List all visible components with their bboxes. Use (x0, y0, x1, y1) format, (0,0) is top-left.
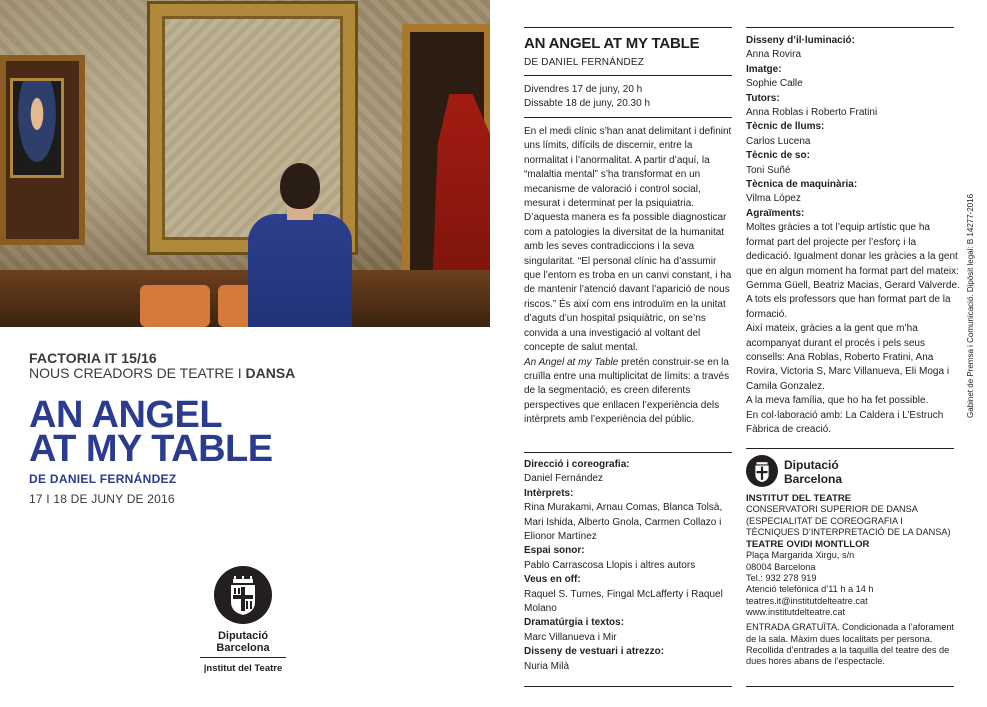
program-title: AN ANGEL AT MY TABLE (524, 35, 700, 52)
divider (524, 75, 732, 76)
credit-role: Dramatúrgia i textos: (524, 617, 625, 629)
divider (746, 686, 954, 687)
logo-name-line2: Barcelona (784, 472, 843, 486)
credit-role: Agraïments: (746, 207, 805, 219)
logo-name-line2: Barcelona (216, 642, 270, 654)
credit-names: Sophie Calle (746, 78, 803, 90)
logo-divider (200, 657, 286, 658)
diputacio-logo-icon (746, 455, 778, 487)
cover-photo (0, 0, 490, 327)
credit-role: Disseny d’il·luminació: (746, 35, 855, 46)
credit-names: Carlos Lucena (746, 135, 811, 147)
program-description (524, 125, 732, 428)
venue-phone: Tel.: 932 278 919 (746, 573, 817, 584)
venue-city: 08004 Barcelona (746, 561, 816, 572)
credit-role: Tècnic de so: (746, 150, 810, 162)
venue-address: Plaça Margarida Xirgu, s/n (746, 550, 855, 561)
credit-names: Pablo Carrascosa Llopis i altres autors (524, 559, 696, 571)
credit-role: Disseny de vestuari i atrezzo: (524, 646, 665, 658)
logo-institution: |nstitut del Teatre (203, 663, 283, 674)
credit-names: Anna Roblas i Roberto Fratini (746, 107, 878, 119)
cushion (140, 285, 210, 327)
cover-author: DE DANIEL FERNÁNDEZ (29, 472, 177, 486)
description-paragraph-2 (524, 356, 732, 428)
divider (524, 117, 732, 118)
credit-role: Imatge: (746, 63, 782, 75)
email-link[interactable]: teatres.it@institutdelteatre.cat (746, 595, 868, 606)
description-paragraph: En el medi clínic s’han anat delimitant i definint uns límits, difícils de discernir, entre la normalitat i l’anormalitat. A partir d’aquí, la “malaltia mental” s’ha transformat en un mecanisme de valoració i control social, mesurat i determinat per la psiquiatria. D’aquesta manera es fa possible diagnosticar com a patologies la diversitat de la humanitat amb les seves contradiccions i la seva singularitat. “El personal clínic ha d’assumir que l’entorn es troba en un canvi constant, i ha de mantenir l’atenció davant l’aparició de nous riscos.” És així com ens introduïm en la unitat d’aguts d’un hospital psiquiàtric, on se’ns convida a una investigació al voltant del concepte de salut mental. (524, 126, 732, 354)
collaboration: En col·laboració amb: La Caldera i L’Estruch Fàbrica de creació. (746, 409, 944, 435)
credit-names: Nuria Milà (524, 660, 570, 672)
credit-names: Raquel S. Turnes, Fingal McLafferty i Raquel Molano (524, 588, 723, 615)
credits-list-right (746, 34, 960, 437)
phone-hours: Atenció telefònica d’11 h a 14 h (746, 584, 874, 595)
subtitle-prefix: NOUS CREADORS DE TEATRE I (29, 365, 246, 381)
divider (524, 686, 732, 687)
divider (524, 452, 732, 453)
thanks-advisors: Així mateix, gràcies a la gent que m’ha acompanyat durant el procés i pels seus consells: Ana Roblas, Roberto Fratini, Ana Rovira, Victoria S, Marc Villanueva, Eli Moga i Camila Gonzalez. (746, 323, 950, 392)
diputacio-logo-icon (214, 566, 272, 624)
credit-names: Rina Murakami, Arnau Comas, Blanca Tolsà, Mari Ishida, Alberto Gnola, Carmen Collazo i Elionor Martínez (524, 502, 723, 543)
credit-names: Vilma López (746, 193, 801, 205)
woman-figure (248, 214, 352, 327)
date-saturday: Dissabte 18 de juny, 20.30 h (524, 98, 651, 109)
credit-names: Moltes gràcies a tot l’equip artístic que ha format part del projecte per l’esforç i la dedicació. Igualment donar les gràcies a la gent que en algun moment ha format part del mateix: Gemma Güell, Beatriz Macias, Gerard Valverde. (746, 222, 960, 291)
credit-role: Tècnica de maquinària: (746, 179, 858, 191)
logo-name-line1: Diputació (784, 458, 839, 472)
credit-names: Toni Suñé (746, 164, 791, 176)
thanks-teachers: A tots els professors que han format part de la formació. (746, 294, 951, 320)
credit-role: Espai sonor: (524, 545, 585, 557)
institution-line: CONSERVATORI SUPERIOR DE DANSA (746, 504, 918, 515)
credits-list (524, 458, 736, 674)
legal-text: Gabinet de Premsa i Comunicació. Dipòsit legal: B 14277-2016 (966, 193, 975, 418)
logo-name-line1: Diputació (217, 630, 269, 642)
credit-role: Tutors: (746, 92, 780, 104)
cover-dates: 17 I 18 DE JUNY DE 2016 (29, 492, 175, 506)
series-label: FACTORIA IT 15/16 (29, 350, 157, 366)
woman-head (280, 163, 320, 209)
cover-title-line1: AN ANGEL (29, 394, 223, 436)
cover-title-line2: AT MY TABLE (29, 428, 273, 470)
legal-deposit (966, 188, 980, 418)
credit-names: Daniel Fernández (524, 473, 603, 485)
credit-role: Veus en off: (524, 574, 581, 586)
website-link[interactable]: www.institutdelteatre.cat (746, 606, 846, 617)
institution-line: TÈCNIQUES D’INTERPRETACIÓ DE LA DANSA) (746, 526, 951, 537)
subtitle-dansa: DANSA (245, 365, 296, 381)
program-author: DE DANIEL FERNÁNDEZ (524, 57, 645, 68)
divider (524, 27, 732, 28)
institution-name: INSTITUT DEL TEATRE (746, 493, 852, 504)
description-text: pretén construir-se en la cruïlla entre una multiplicitat de límits: a través de la segmentació, es creen diferents perspectives que enllacen l’experiència dels intèrprets amb l’experiència del públic. (524, 356, 730, 426)
credit-names: Anna Rovira (746, 49, 802, 61)
cover-subtitle (29, 365, 295, 381)
divider (746, 448, 954, 449)
program-dates (524, 83, 650, 111)
thanks-family: A la meva família, que ho ha fet possible. (746, 395, 929, 407)
divider (746, 27, 954, 28)
work-title-italic: An Angel at my Table (524, 356, 619, 368)
credit-names: Marc Villanueva i Mir (524, 631, 617, 643)
entry-notice: ENTRADA GRATUÏTA. Condicionada a l’aforament de la sala. Màxim dues localitats per persona. Recollida d’entrades a la taquilla del teatre des de dues hores abans de l’espectacle. (746, 622, 954, 667)
venue-name: TEATRE OVIDI MONTLLOR (746, 539, 870, 551)
institution-line: (ESPECIALITAT DE COREOGRAFIA I (746, 515, 903, 526)
credit-role: Direcció i coreografia: (524, 459, 630, 470)
institution-info (746, 493, 962, 667)
credit-role: Tècnic de llums: (746, 121, 825, 133)
madonna-painting (10, 78, 64, 178)
date-friday: Divendres 17 de juny, 20 h (524, 84, 643, 95)
credit-role: Intèrprets: (524, 487, 574, 499)
